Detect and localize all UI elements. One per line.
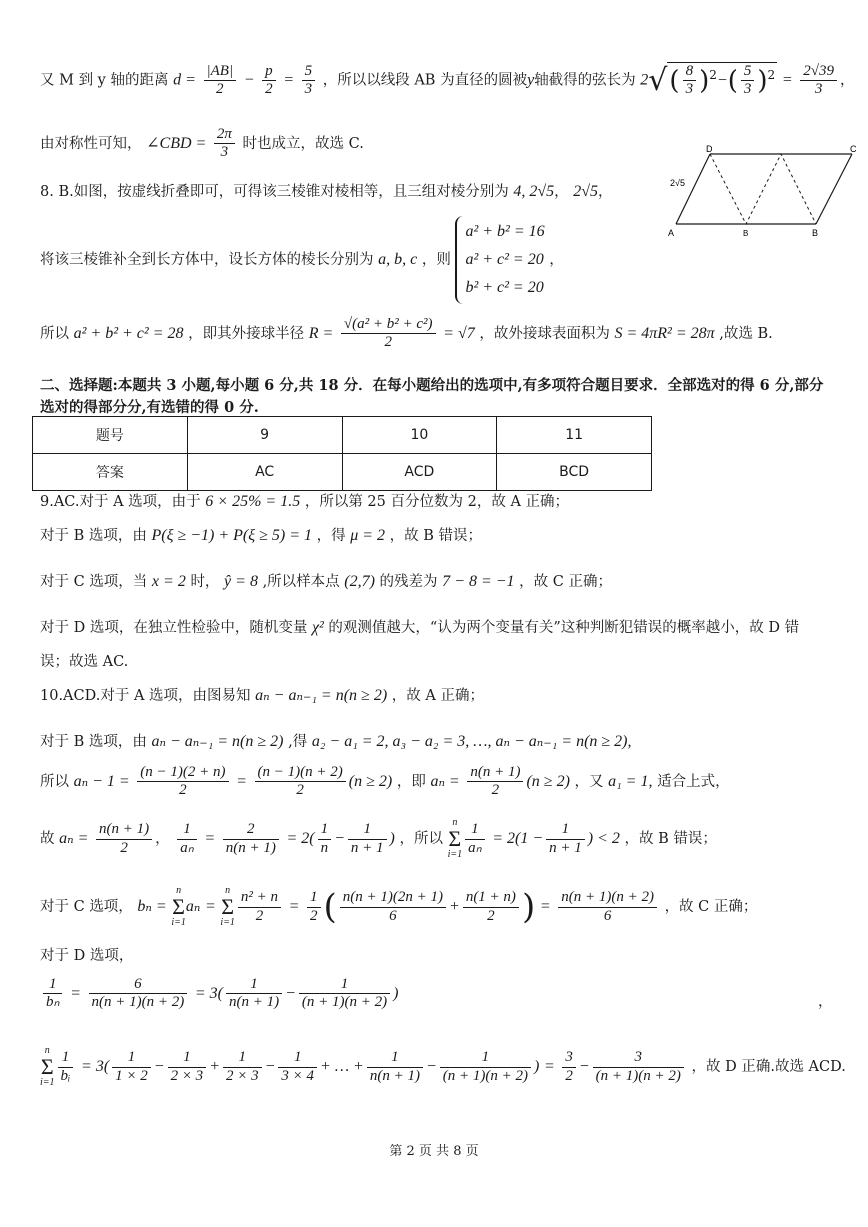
math: a, b, c: [378, 251, 418, 268]
math: −: [153, 1058, 165, 1075]
math: −: [578, 1058, 590, 1075]
fraction: $\frac{1}{(n + 1)(n + 2)}$: [299, 976, 390, 1012]
table-cell: 11: [497, 417, 652, 454]
math: a₂ − a₁ = 2, a₃ − a₂ = 3, …, aₙ − aₙ₋₁ = n(n ≥ 2),: [311, 733, 632, 750]
fraction: $\frac{2\pi}{3}$: [214, 126, 235, 162]
text: ，所以第 25 百分位数为 2，故 A 正确；: [304, 494, 570, 510]
math: R =: [308, 324, 334, 342]
math: + … +: [320, 1058, 364, 1075]
table-cell: 题号: [33, 417, 188, 454]
text: 故: [40, 831, 55, 847]
math: a₁ = 1,: [608, 772, 653, 790]
math: −: [425, 1058, 437, 1075]
math: ) < 2: [587, 830, 620, 847]
text: ，: [554, 184, 569, 200]
text: 由对称性可知，: [40, 135, 142, 152]
math: (n ≥ 2): [348, 772, 393, 790]
fraction: $\frac{1}{n(n + 1)}$: [226, 976, 282, 1012]
math: = √7: [443, 324, 475, 342]
fraction: $\frac{n(n + 1)(n + 2)}{6}$: [558, 889, 657, 925]
sqrt-sign: √: [648, 62, 668, 98]
fraction: $\frac{2}{n(n + 1)}$: [223, 821, 279, 857]
fraction: $\frac{1}{\text{bₙ}}$: [43, 976, 62, 1012]
text: ，: [839, 72, 855, 89]
edge-ad: [676, 154, 710, 224]
fraction: $\frac{n(n + 1)(2n + 1)}{6}$: [340, 889, 446, 925]
fraction: $\frac{p}{2}$: [262, 63, 276, 99]
fraction: $\frac{n(1 + n)}{2}$: [463, 889, 519, 925]
math: 2√5: [573, 183, 598, 200]
math: =: [204, 830, 216, 847]
fraction: $\frac{\text{√(a² + b² + c²)}}{2}$: [341, 316, 436, 352]
text: 9.AC.对于 A 选项，由于: [40, 494, 201, 510]
trailing-comma: ，: [818, 994, 833, 1010]
math: =: [236, 772, 247, 790]
fraction: $\frac{n(n + 1)}{2}$: [96, 821, 152, 857]
line-2: [40, 126, 364, 162]
text: 轴截得的弦长为: [534, 72, 636, 89]
math: a² + b² + c² = 28: [73, 324, 184, 342]
text: 对于 D 选项，在独立性检验中，随机变量: [40, 620, 308, 636]
math: (2,7): [344, 573, 375, 590]
fraction: $\frac{1}{\text{bᵢ}}$: [58, 1049, 74, 1085]
text: ,故选 B.: [719, 325, 773, 342]
table-cell: 10: [342, 417, 497, 454]
fraction: $\frac{(n - 1)(2 + n)}{2}$: [137, 764, 228, 800]
math: +: [449, 898, 460, 915]
text: ，故 C 正确；: [519, 574, 612, 590]
math: −: [334, 830, 345, 847]
fold-lines: [710, 154, 816, 224]
math: =: [543, 1058, 555, 1075]
text: 对于 C 选项，当: [40, 574, 148, 590]
math: S = 4πR² = 28π: [614, 324, 715, 342]
line-10e: 对于 C 选项， bₙ = n Σ i=1 aₙ = n Σ i=1 $\frac{\text{n² + n}}{2}$ = $\frac{1}{2}$ ( $\frac{n(n + 1)(2n + 1)}{6}$ + $\frac{n(1 + n)}{2}$ ) = $\frac{n(n + 1)(n + 2)}{6}$ ，故 C 正确；: [40, 885, 758, 928]
math: bₙ =: [137, 898, 167, 915]
fraction: $\frac{1}{\text{aₙ}}$: [465, 821, 484, 857]
label-c: C: [850, 144, 857, 154]
math: y: [527, 71, 535, 89]
math: =: [781, 71, 793, 89]
math: P(ξ ≥ −1) + P(ξ ≥ 5) = 1: [151, 527, 312, 544]
fraction: $\frac{1}{1 \times 2}$: [112, 1049, 151, 1085]
answer-table: [32, 416, 652, 491]
line-9: [40, 490, 569, 511]
math: ∠CBD =: [146, 134, 207, 152]
fraction: $\frac{1}{n}$: [318, 821, 332, 857]
text: 时也成立，故选 C.: [242, 135, 364, 152]
line-10: [40, 684, 484, 705]
math: ): [393, 984, 399, 1002]
fraction: $\frac{1}{2 \times 3}$: [223, 1049, 262, 1085]
math: =: [288, 898, 300, 915]
math: 7 − 8 = −1: [442, 573, 515, 590]
math: 2: [640, 71, 649, 89]
line-10d: [40, 818, 717, 860]
equation-system: a² + b² = 16 a² + c² = 20 b² + c² = 20: [455, 216, 544, 304]
math: −: [264, 1058, 276, 1075]
line-9b: [40, 524, 482, 545]
text: ，又: [574, 773, 604, 790]
text: 对于 B 选项，由: [40, 528, 147, 544]
text: 又 M 到 y 轴的距离: [40, 72, 169, 89]
text: ，故 C 正确；: [664, 899, 758, 915]
math: ): [534, 1058, 540, 1075]
text: ，故 B 错误；: [624, 831, 717, 847]
fraction: $\frac{1}{n + 1}$: [546, 821, 585, 857]
sigma: n Σ i=1: [171, 885, 186, 928]
math: = 3(: [81, 1058, 110, 1075]
text: ，得: [316, 528, 346, 544]
fraction: $\frac{\text{n² + n}}{2}$: [238, 889, 281, 925]
text: 时，: [190, 574, 220, 590]
math: μ = 2: [350, 527, 386, 544]
math: = 3(: [194, 984, 223, 1002]
fraction: $\frac{1}{3 \times 4}$: [278, 1049, 317, 1085]
fraction: $\frac{5}{3}$: [302, 63, 316, 99]
label-d: D: [706, 144, 713, 154]
text: 对于 C 选项，: [40, 899, 133, 915]
math: = 2(1 −: [492, 830, 544, 847]
text: 所以: [40, 773, 69, 790]
table-row: [33, 417, 652, 454]
line-3: [40, 180, 613, 201]
math: x = 2: [151, 573, 186, 590]
fraction: $\frac{6}{n(n + 1)(n + 2)}$: [89, 976, 188, 1012]
fraction: $\frac{3}{2}$: [562, 1049, 576, 1085]
table-cell: 9: [187, 417, 342, 454]
fraction: $\frac{1}{n + 1}$: [348, 821, 387, 857]
table-cell: 答案: [33, 454, 188, 491]
math: d =: [173, 71, 196, 89]
fraction: $\frac{1}{\text{aₙ}}$: [177, 821, 196, 857]
sigma: n Σ i=1: [220, 885, 235, 928]
math: aₙ =: [430, 772, 460, 790]
text: 适合上式，: [657, 773, 730, 790]
math: −: [285, 984, 296, 1002]
section-heading-cont: 选对的得部分分,有选错的得 0 分.: [40, 399, 259, 416]
sqrt-body: ( $\frac{8}{3}$ )$^2$−( $\frac{5}{3}$ )$^2$: [669, 63, 776, 98]
math: ŷ = 8: [224, 573, 258, 590]
text: 8. B.如图，按虚线折叠即可，可得该三棱锥对棱相等，且三组对棱分别为: [40, 184, 509, 200]
fraction: $\frac{2√39}{3}$: [800, 63, 837, 99]
text: ，所以以线段 AB 为直径的圆被: [322, 72, 528, 89]
label-b-mid: B: [743, 229, 749, 238]
text: 的残差为: [379, 574, 438, 590]
line-9c: [40, 570, 612, 591]
text: ，故外接球表面积为: [479, 325, 610, 342]
math: =: [70, 984, 81, 1002]
text: ，故 A 正确；: [391, 688, 484, 704]
text: ，则: [421, 252, 451, 268]
line-5: [40, 316, 773, 352]
text: 所以: [40, 325, 69, 342]
net-figure: [664, 142, 860, 242]
text: ,得: [288, 734, 308, 750]
line-9e: 误；故选 AC.: [40, 654, 129, 670]
edge-bc: [816, 154, 852, 224]
line-10h: [40, 1046, 846, 1088]
math: ): [389, 830, 395, 847]
fraction: $\frac{n(n + 1)}{2}$: [467, 764, 523, 800]
text: ，即: [396, 773, 426, 790]
text: ，所以: [399, 831, 443, 847]
math: 6 × 25% = 1.5: [205, 493, 301, 510]
sigma: n Σ i=1: [447, 817, 463, 860]
fraction: $\frac{(n - 1)(n + 2)}{2}$: [255, 764, 346, 800]
fraction: $\frac{1}{(n + 1)(n + 2)}$: [440, 1049, 531, 1085]
line-10c: [40, 764, 730, 800]
text: ，故 B 错误；: [389, 528, 483, 544]
sigma: n Σ i=1: [40, 1045, 55, 1088]
fraction: $\frac{1}{2 \times 3}$: [168, 1049, 207, 1085]
text: 对于 B 选项，由: [40, 734, 147, 750]
line-10f: 对于 D 选项，: [40, 948, 134, 964]
text: ，即其外接球半径: [188, 325, 305, 342]
fraction: $\frac{1}{n(n + 1)}$: [367, 1049, 423, 1085]
line-10g: [40, 976, 398, 1012]
line-4: [40, 216, 564, 304]
fraction: $\frac{|AB|}{2}$: [204, 63, 237, 99]
math: aₙ − 1 =: [73, 772, 130, 790]
label-b: B: [812, 228, 819, 238]
math: aₙ − aₙ₋₁ = n(n ≥ 2): [255, 687, 388, 704]
math: 4, 2√5: [513, 183, 555, 200]
label-a: A: [668, 228, 675, 238]
table-cell: ACD: [342, 454, 497, 491]
math: (n ≥ 2): [526, 772, 570, 790]
text: ，: [549, 252, 564, 268]
text: 10.ACD.对于 A 选项，由图易知: [40, 688, 251, 704]
section-heading: 二、选择题:本题共 3 小题,每小题 6 分,共 18 分．在每小题给出的选项中,有多项符合题目要求．全部选对的得 6 分,部分: [40, 377, 824, 394]
label-edge: 2√5: [670, 178, 685, 188]
table-cell: AC: [187, 454, 342, 491]
math: +: [209, 1058, 220, 1075]
table-row: [33, 454, 652, 491]
text: ，: [155, 831, 170, 847]
text: ，: [598, 184, 613, 200]
table-cell: BCD: [497, 454, 652, 491]
math: aₙ =: [59, 830, 89, 847]
line-9d: [40, 616, 799, 637]
math: =: [204, 898, 216, 915]
fraction: $\frac{3}{(n + 1)(n + 2)}$: [593, 1049, 684, 1085]
math: =: [539, 898, 551, 915]
math: −: [243, 71, 255, 89]
math: aₙ − aₙ₋₁ = n(n ≥ 2): [151, 733, 284, 750]
math: aₙ: [185, 898, 201, 915]
text: ,所以样本点: [262, 574, 340, 590]
page-footer: 第 2 页 共 8 页: [389, 1144, 479, 1159]
math: χ²: [311, 619, 324, 636]
line-10b: [40, 730, 632, 751]
math: = 2(: [286, 830, 315, 847]
text: ，故 D 正确.故选 ACD.: [691, 1059, 846, 1075]
line-1: [40, 62, 854, 99]
text: 的观测值越大，“认为两个变量有关”这种判断犯错误的概率越小，故 D 错: [328, 620, 800, 636]
fraction: $\frac{1}{2}$: [307, 889, 321, 925]
math: =: [283, 71, 294, 89]
text: 将该三棱锥补全到长方体中，设长方体的棱长分别为: [40, 252, 374, 268]
